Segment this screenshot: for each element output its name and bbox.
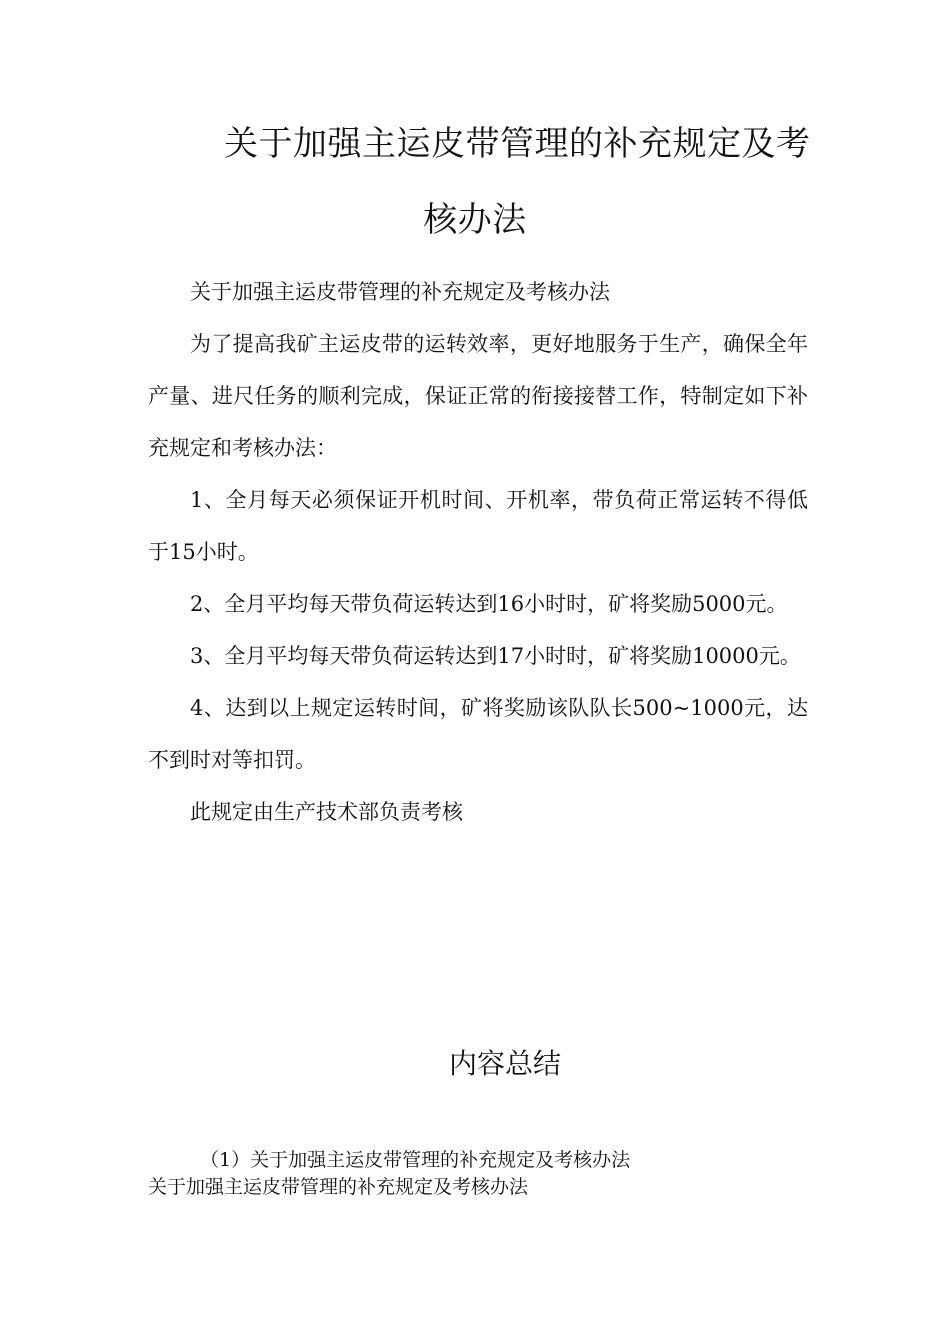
document-body [148,266,808,838]
paragraph-rule-4: 4、达到以上规定运转时间，矿将奖励该队队长500~1000元，达不到时对等扣罚。 [148,696,808,772]
paragraph-responsibility: 此规定由生产技术部负责考核 [190,800,463,824]
paragraph-rule-1: 1、全月每天必须保证开机时间、开机率，带负荷正常运转不得低于15小时。 [148,488,808,564]
summary-heading: 内容总结 [448,1047,561,1080]
document-title-line-1: 关于加强主运皮带管理的补充规定及考 [224,124,811,164]
paragraph-subtitle: 关于加强主运皮带管理的补充规定及考核办法 [190,280,610,304]
summary-item: （1）关于加强主运皮带管理的补充规定及考核办法 [200,1149,631,1171]
summary-item: 关于加强主运皮带管理的补充规定及考核办法 [148,1176,529,1198]
paragraph-rule-3: 3、全月平均每天带负荷运转达到17小时时，矿将奖励10000元。 [190,644,801,668]
paragraph-rule-2: 2、全月平均每天带负荷运转达到16小时时，矿将奖励5000元。 [190,592,788,616]
document-title-line-2: 核办法 [423,200,527,240]
paragraph-intro: 为了提高我矿主运皮带的运转效率，更好地服务于生产，确保全年产量、进尺任务的顺利完成，保证正常的衔接接替工作，特制定如下补充规定和考核办法： [148,332,808,460]
